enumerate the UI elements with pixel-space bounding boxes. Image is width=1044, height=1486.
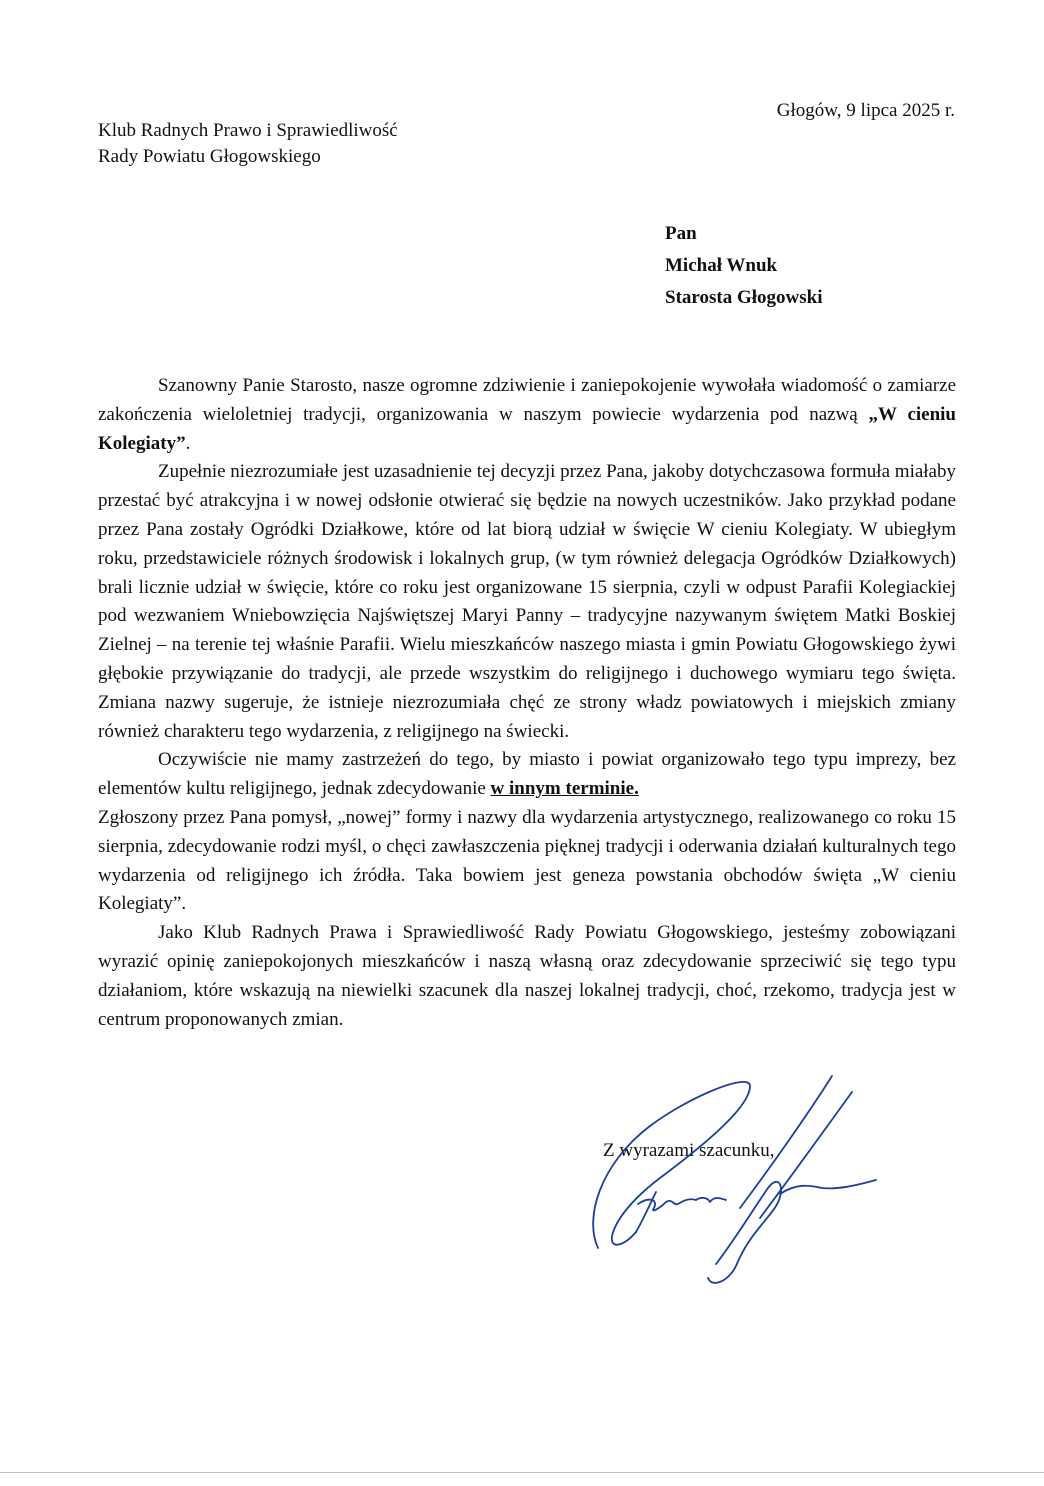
sender-block bbox=[98, 118, 398, 170]
letter-body bbox=[98, 372, 956, 1034]
emphasis-other-date: w innym terminie. bbox=[490, 778, 639, 800]
addressee-title: Pan bbox=[665, 223, 697, 244]
place-and-date: Głogów, 9 lipca 2025 r. bbox=[776, 100, 955, 121]
paragraph-5: Jako Klub Radnych Prawa i Sprawiedliwość Rady Powiatu Głogowskiego, jesteśmy zobowiązani wyrazić opinię zaniepokojonych mieszkańców i naszą własną oraz zdecydowanie sprzeciwić się tego typu działaniom, które wskazują na niewielki szacunek dla naszej lokalnej tradycji, choć, rzekomo, tradycja jest w centrum proponowanych zmian. bbox=[98, 922, 956, 1030]
paragraph-1-end: . bbox=[185, 432, 191, 454]
sender-line-2: Rady Powiatu Głogowskiego bbox=[98, 146, 321, 167]
paragraph-1-text: Szanowny Panie Starosto, nasze ogromne zdziwienie i zaniepokojenie wywołała wiadomość o zamiarze zakończenia wieloletniej tradycji, organizowania w naszym powiecie wydarzenia pod nazwą bbox=[98, 375, 956, 425]
paragraph-4: Zgłoszony przez Pana pomysł, „nowej” formy i nazwy dla wydarzenia artystycznego, realizowanego co roku 15 sierpnia, zdecydowanie rodzi myśl, o chęci zawłaszczenia pięknej tradycji i oderwania działań kulturalnych tego wydarzenia od religijnego ich źródła. Taka bowiem jest geneza powstania obchodów święta „W cieniu Kolegiaty”. bbox=[98, 806, 956, 915]
page-bottom-rule bbox=[0, 1472, 1044, 1473]
addressee-position: Starosta Głogowski bbox=[665, 287, 823, 308]
addressee-block bbox=[665, 218, 822, 314]
paragraph-1 bbox=[98, 372, 956, 458]
closing-salutation: Z wyrazami szacunku, bbox=[603, 1140, 775, 1161]
paragraph-3 bbox=[98, 746, 956, 804]
sender-line-1: Klub Radnych Prawo i Sprawiedliwość bbox=[98, 120, 398, 141]
handwritten-signature-icon bbox=[540, 1068, 880, 1298]
paragraph-3-text: Oczywiście nie mamy zastrzeżeń do tego, by miasto i powiat organizowało tego typu imprezy, bez elementów kultu religijnego, jednak zdecydowanie bbox=[98, 749, 956, 800]
addressee-name: Michał Wnuk bbox=[665, 255, 778, 276]
event-name: „W cieniu Kolegiaty” bbox=[98, 403, 957, 454]
paragraph-2: Zupełnie niezrozumiałe jest uzasadnienie tej decyzji przez Pana, jakoby dotychczasowa formuła miałaby przestać być atrakcyjna i w nowej odsłonie otwierać się będzie na nowych uczestników. Jako przykład podane przez Pana zostały Ogródki Działkowe, które od lat biorą udział w święcie W cieniu Kolegiaty. W ubiegłym roku, przedstawiciele różnych środowisk i lokalnych grup, (w tym również delegacja Ogródków Działkowych) brali licznie udział w święcie, które co roku jest organizowane 15 sierpnia, czyli w odpust Parafii Kolegiackiej pod wezwaniem Wniebowzięcia Najświętszej Maryi Panny – tradycyjne nazywanym świętem Matki Boskiej Zielnej – na terenie tej właśnie Parafii. Wielu mieszkańców naszego miasta i gmin Powiatu Głogowskiego żywi głębokie przywiązanie do tradycji, ale przede wszystkim do religijnego i duchowego wymiaru tego święta. Zmiana nazwy sugeruje, że istnieje niezrozumiała chęć ze strony władz powiatowych i miejskich zmiany również charakteru tego wydarzenia, z religijnego na świecki. bbox=[98, 461, 956, 742]
